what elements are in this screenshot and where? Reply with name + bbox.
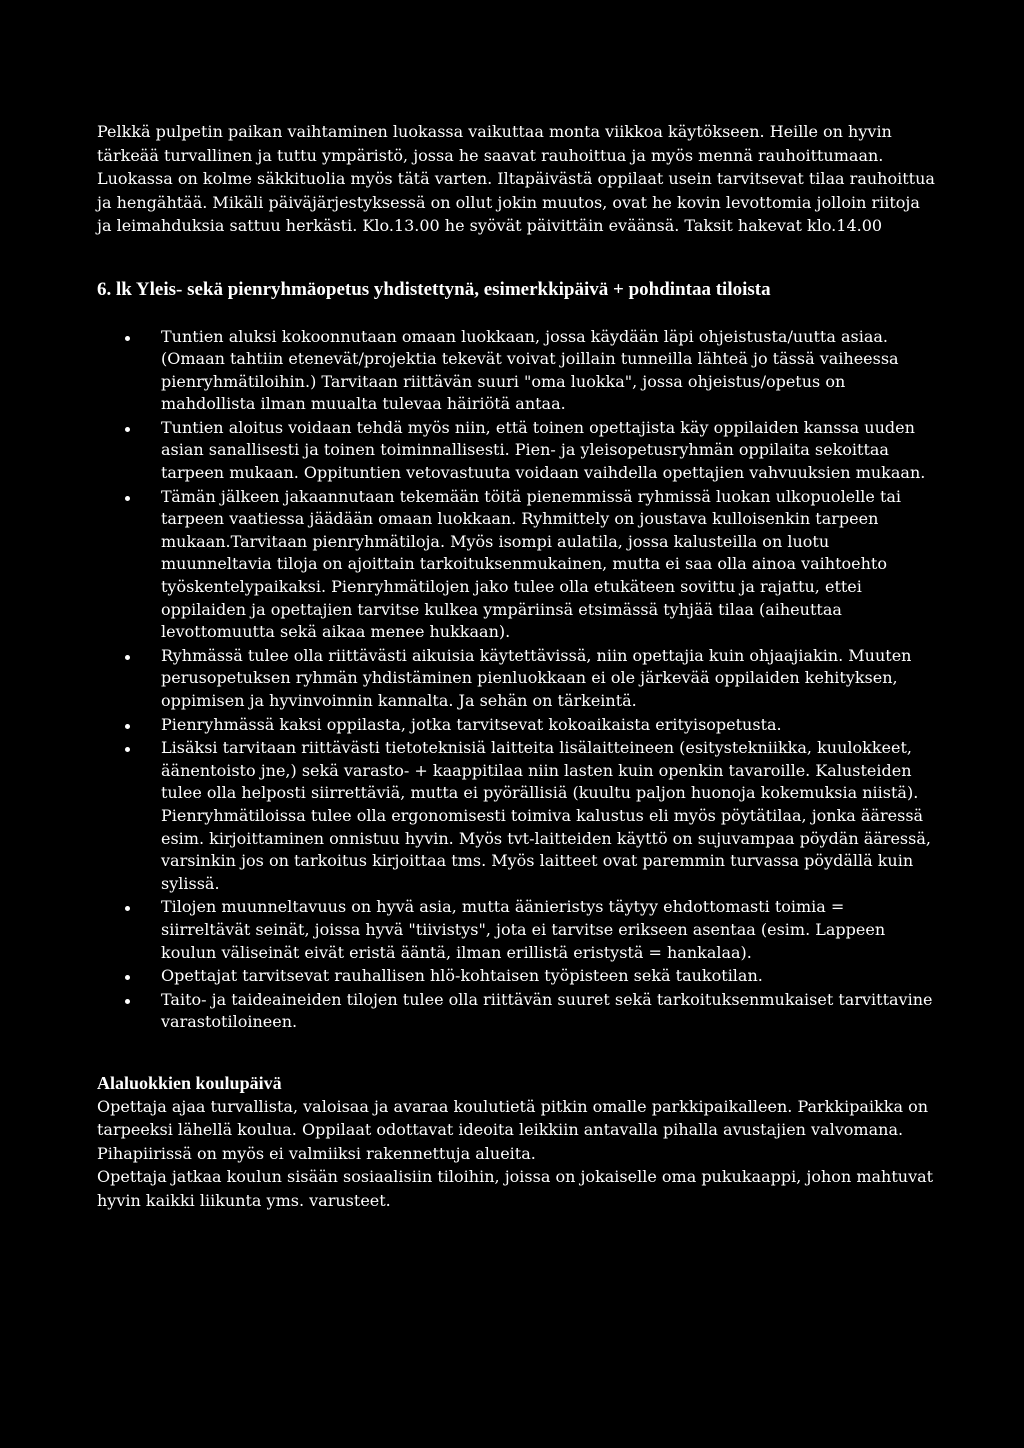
bullet-item (97, 737, 937, 895)
bullet-icon (125, 655, 130, 660)
document-page (97, 120, 937, 1212)
bullet-icon (125, 336, 130, 341)
bullet-item (97, 714, 937, 737)
bullet-icon (125, 427, 130, 432)
section-heading: 6. lk Yleis- sekä pienryhmäopetus yhdistettynä, esimerkkipäivä + pohdintaa tiloista (97, 278, 771, 300)
bullet-text: Tilojen muunneltavuus on hyvä asia, mutta äänieristys täytyy ehdottomasti toimia = siirreltävät seinät, joissa hyvä "tiivistys", jota ei tarvitse erikseen asentaa (esim. Lappeen koulun väliseinät eivät eristä ääntä, ilman erillistä eristystä = hankalaa). (161, 897, 886, 962)
bullet-text: Ryhmässä tulee olla riittävästi aikuisia käytettävissä, niin opettajia kuin ohjaajiakin. Muuten perusopetuksen ryhmän yhdistäminen pienluokkaan ei ole järkevää oppilaiden kehityksen, oppimisen ja hyvinvoinnin kannalta. Ja sehän on tärkeintä. (161, 645, 912, 710)
bullet-icon (125, 999, 130, 1004)
subsection-paragraph: Opettaja ajaa turvallista, valoisaa ja avaraa koulutietä pitkin omalle parkkipaikalleen. Parkkipaikka on tarpeeksi lähellä koulua. Oppilaat odottavat ideoita leikkiin antavalla pihalla avustajien valvomana. Pihapiirissä on myös ei valmiiksi rakennettuja alueita. (97, 1096, 929, 1163)
subsection-paragraph: Opettaja jatkaa koulun sisään sosiaalisiin tiloihin, joissa on jokaiselle oma pukukaappi, johon mahtuvat hyvin kaikki liikunta yms. varusteet. (97, 1167, 934, 1210)
intro-paragraph: Pelkkä pulpetin paikan vaihtaminen luokassa vaikuttaa monta viikkoa käytökseen. Heille on hyvin tärkeää turvallinen ja tuttu ympäristö, jossa he saavat rauhoittua ja myös mennä rauhoittumaan. Luokassa on kolme säkkituolia myös tätä varten. Iltapäivästä oppilaat usein tarvitsevat tilaa rauhoittua ja hengähtää. Mikäli päiväjärjestyksessä on ollut jokin muutos, ovat he kovin levottomia jolloin riitoja ja leimahduksia sattuu herkästi. Klo.13.00 he syövät päivittäin eväänsä. Taksit hakevat klo.14.00 (97, 122, 935, 235)
bullet-item (97, 965, 937, 988)
bullet-icon (125, 906, 130, 911)
bullet-text: Opettajat tarvitsevat rauhallisen hlö-kohtaisen työpisteen sekä taukotilan. (161, 966, 763, 986)
bullet-text: Pienryhmässä kaksi oppilasta, jotka tarvitsevat kokoaikaista erityisopetusta. (161, 714, 782, 734)
bullet-list (97, 326, 937, 1034)
bullet-item (97, 486, 937, 644)
bullet-text: Lisäksi tarvitaan riittävästi tietoteknisiä laitteita lisälaitteineen (esitystekniikka, kuulokkeet, äänentoisto jne,) sekä varasto- + kaappitilaa niin lasten kuin openkin tavaroille. Kalusteiden tulee olla helposti siirrettäviä, mutta ei pyörällisiä (kuultu paljon huonoja kokemuksia niistä). Pienryhmätiloissa tulee olla ergonomisesti toimiva kalustus eli myös pöytätilaa, jonka ääressä esim. kirjoittaminen onnistuu hyvin. Myös tvt-laitteiden käyttö on sujuvampaa pöydän ääressä, varsinkin jos on tarkoitus kirjoittaa tms. Myös laitteet ovat paremmin turvassa pöydällä kuin sylissä. (161, 738, 931, 893)
bullet-item (97, 989, 937, 1034)
bullet-icon (125, 975, 130, 980)
bullet-text: Tuntien aluksi kokoonnutaan omaan luokkaan, jossa käydään läpi ohjeistusta/uutta asiaa. (Omaan tahtiin etenevät/projektia tekevät voivat joillain tunneilla lähteä jo tässä vaiheessa pienryhmätiloihin.) Tarvitaan riittävän suuri "oma luokka", jossa ohjeistus/opetus on mahdollista ilman muualta tulevaa häiriötä antaa. (161, 326, 899, 414)
bullet-item (97, 326, 937, 416)
bullet-icon (125, 724, 130, 729)
bullet-text: Taito- ja taideaineiden tilojen tulee olla riittävän suuret sekä tarkoituksenmukaiset tarvittavine varastotiloineen. (161, 989, 933, 1032)
bullet-text: Tämän jälkeen jakaannutaan tekemään töitä pienemmissä ryhmissä luokan ulkopuolelle tai tarpeen vaatiessa jäädään omaan luokkaan. Ryhmittely on joustava kulloisenkin tarpeen mukaan.Tarvitaan pienryhmätiloja. Myös isompi aulatila, jossa kalusteilla on luotu muunneltavia tiloja on ajoittain tarkoituksenmukainen, mutta ei saa olla ainoa vaihtoehto työskentelypaikaksi. Pienryhmätilojen jako tulee olla etukäteen sovittu ja rajattu, ettei oppilaiden ja opettajien tarvitse kulkea ympäriinsä etsimässä tyhjää tilaa (aiheuttaa levottomuutta sekä aikaa menee hukkaan). (161, 486, 902, 642)
bullet-icon (125, 496, 130, 501)
bullet-item (97, 896, 937, 964)
subsection-heading: Alaluokkien koulupäivä (97, 1072, 282, 1093)
bullet-icon (125, 747, 130, 752)
bullet-item (97, 417, 937, 485)
bullet-item (97, 645, 937, 713)
bullet-text: Tuntien aloitus voidaan tehdä myös niin, että toinen opettajista käy oppilaiden kanssa uuden asian sanallisesti ja toinen toiminnallisesti. Pien- ja yleisopetusryhmän oppilaita sekoittaa tarpeen mukaan. Oppituntien vetovastuuta voidaan vaihdella opettajien vahvuuksien mukaan. (161, 417, 926, 483)
